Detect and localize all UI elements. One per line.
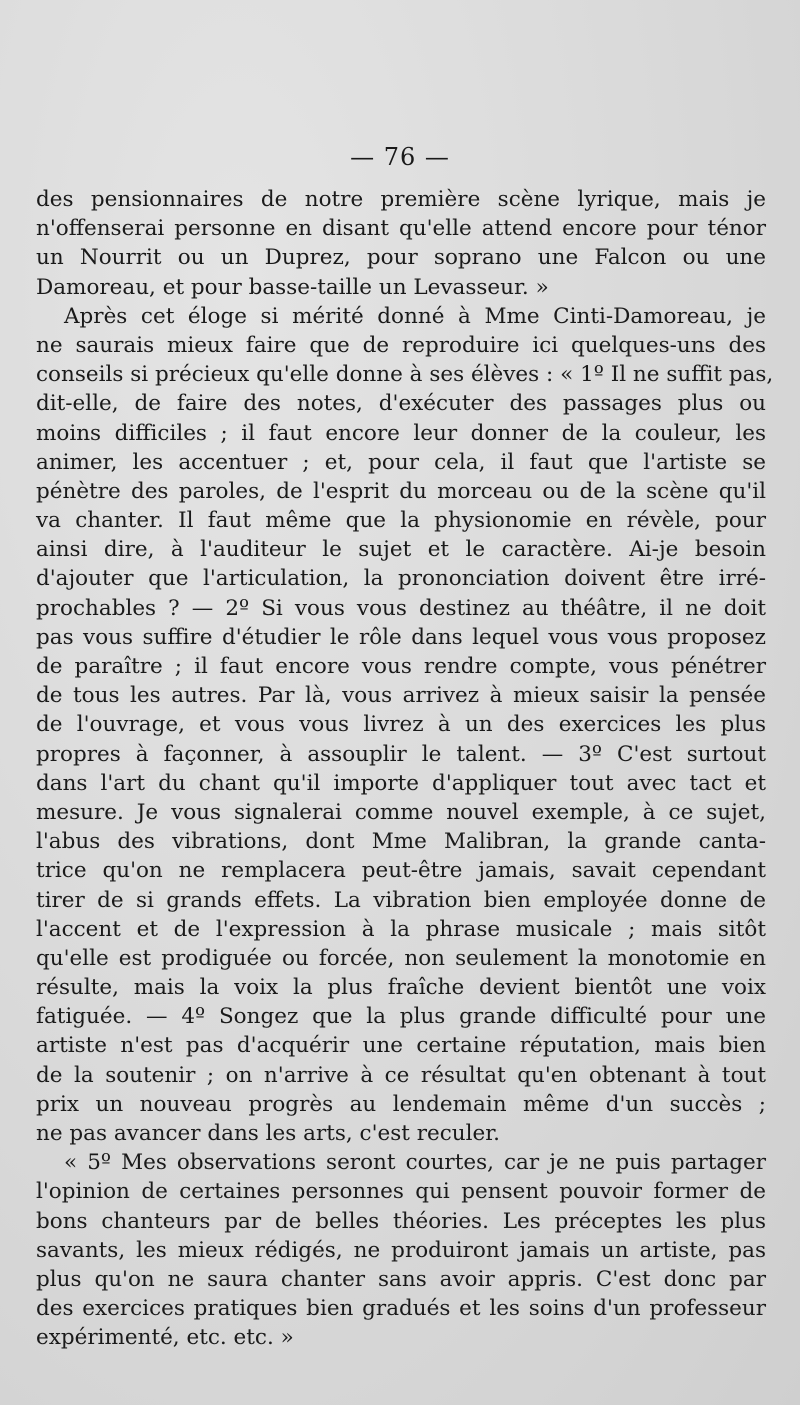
text-line: des pensionnaires de notre première scène lyrique, mais je: [36, 187, 766, 212]
text-line: bons chanteurs par de belles théories. Les préceptes les plus: [36, 1208, 766, 1234]
text-line: de la soutenir ; on n'arrive à ce résultat qu'en obtenant à tout: [36, 1062, 766, 1088]
text-line: fatiguée. — 4º Songez que la plus grande difficulté pour une: [36, 1004, 766, 1030]
text-line: Damoreau, et pour basse-taille un Levasseur. »: [36, 274, 549, 300]
text-line: prix un nouveau progrès au lendemain même d'un succès ;: [36, 1091, 766, 1117]
text-line: tirer de si grands effets. La vibration bien employée donne de: [36, 887, 766, 913]
text-line: de l'ouvrage, et vous vous livrez à un des exercices les plus: [36, 712, 766, 738]
text-line: l'opinion de certaines personnes qui pensent pouvoir former de: [36, 1179, 766, 1205]
text-line: pénètre des paroles, de l'esprit du morceau ou de la scène qu'il: [36, 478, 766, 504]
text-line: un Nourrit ou un Duprez, pour soprano une Falcon ou une: [36, 245, 766, 271]
text-line: va chanter. Il faut même que la physionomie en révèle, pour: [36, 508, 766, 534]
text-line: plus qu'on ne saura chanter sans avoir appris. C'est donc par: [36, 1266, 766, 1292]
text-line: moins difficiles ; il faut encore leur donner de la couleur, les: [36, 420, 766, 446]
text-line: pas vous suffire d'étudier le rôle dans lequel vous vous proposez: [36, 624, 766, 650]
body-text: [36, 185, 774, 1353]
text-line: résulte, mais la voix la plus fraîche devient bientôt une voix: [36, 975, 766, 1001]
text-line: artiste n'est pas d'acquérir une certaine réputation, mais bien: [36, 1033, 766, 1059]
text-line: prochables ? — 2º Si vous vous destinez au théâtre, il ne doit: [36, 595, 766, 621]
text-line: ainsi dire, à l'auditeur le sujet et le caractère. Ai-je besoin: [36, 537, 766, 563]
text-line: conseils si précieux qu'elle donne à ses élèves : « 1º Il ne suffit pas,: [36, 362, 774, 388]
text-line: n'offenserai personne en disant qu'elle attend encore pour ténor: [36, 216, 766, 242]
text-line: « 5º Mes observations seront courtes, car je ne puis partager: [64, 1150, 766, 1176]
text-line: l'accent et de l'expression à la phrase musicale ; mais sitôt: [36, 916, 766, 942]
text-line: dit-elle, de faire des notes, d'exécuter des passages plus ou: [36, 391, 766, 417]
text-line: qu'elle est prodiguée ou forcée, non seulement la monotomie en: [36, 945, 766, 971]
text-line: de paraître ; il faut encore vous rendre compte, vous pénétrer: [36, 654, 766, 679]
text-line: des exercices pratiques bien gradués et les soins d'un professeur: [36, 1296, 766, 1322]
text-line: mesure. Je vous signalerai comme nouvel exemple, à ce sujet,: [36, 799, 766, 825]
text-line: ne saurais mieux faire que de reproduire ici quelques-uns des: [36, 332, 766, 358]
text-line: savants, les mieux rédigés, ne produiront jamais un artiste, pas: [36, 1237, 766, 1263]
text-line: animer, les accentuer ; et, pour cela, il faut que l'artiste se: [36, 449, 766, 475]
page-number: — 76 —: [350, 143, 450, 171]
text-line: l'abus des vibrations, dont Mme Malibran, la grande canta-: [36, 829, 766, 855]
text-line: trice qu'on ne remplacera peut-être jamais, savait cependant: [36, 858, 766, 884]
text-line: d'ajouter que l'articulation, la prononciation doivent être irré-: [36, 566, 766, 592]
text-line: ne pas avancer dans les arts, c'est reculer.: [36, 1121, 500, 1146]
text-line: de tous les autres. Par là, vous arrivez à mieux saisir la pensée: [36, 683, 766, 709]
text-line: dans l'art du chant qu'il importe d'appliquer tout avec tact et: [36, 770, 766, 796]
text-line: propres à façonner, à assouplir le talent. — 3º C'est surtout: [36, 741, 766, 767]
text-line: expérimenté, etc. etc. »: [36, 1325, 294, 1351]
text-line: Après cet éloge si mérité donné à Mme Cinti-Damoreau, je: [64, 303, 766, 329]
